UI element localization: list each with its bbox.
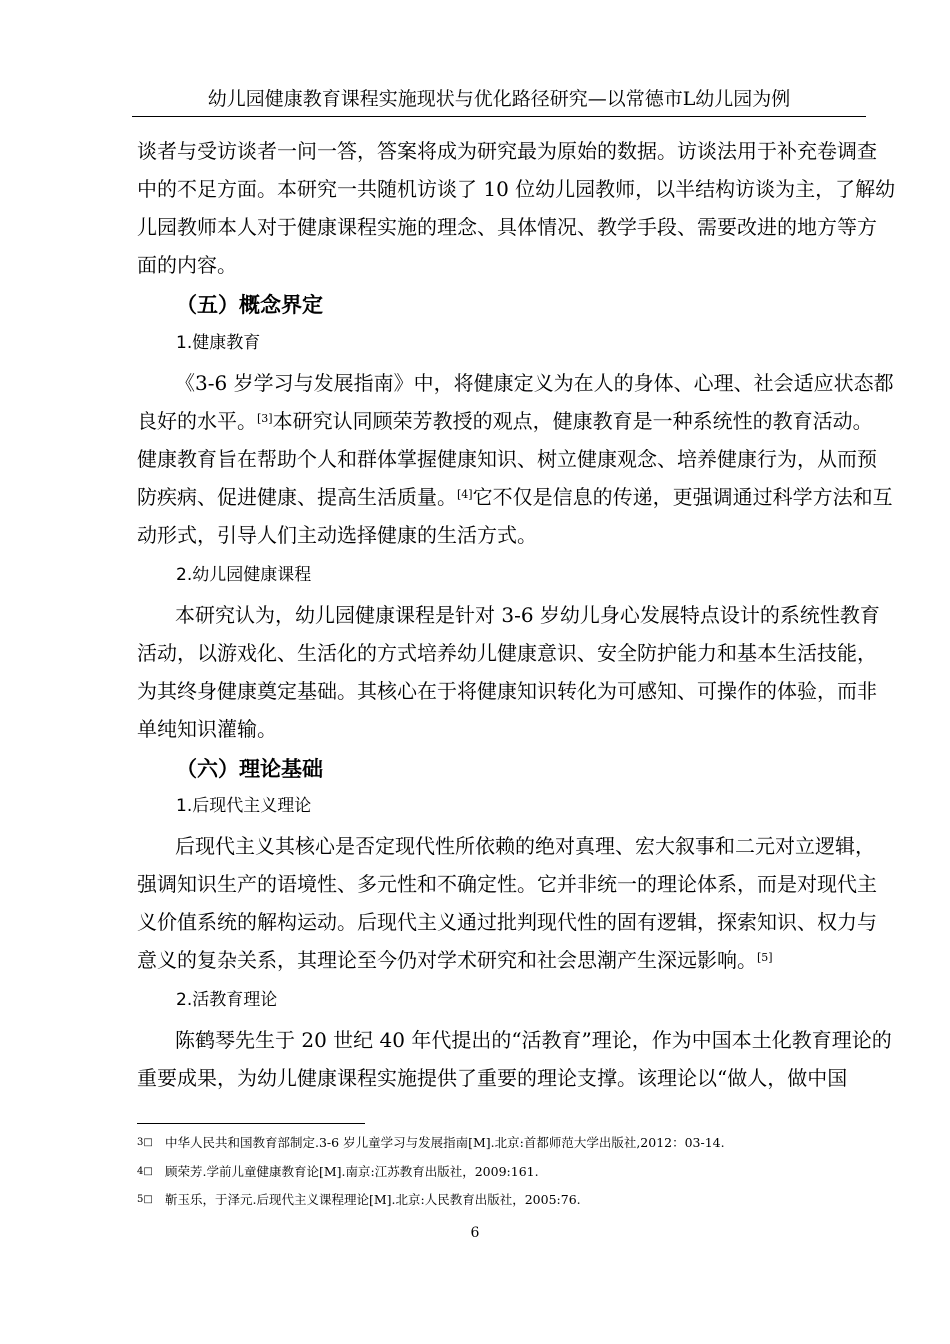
postmodernism-paragraph: [137, 827, 877, 979]
paragraph-line: 义价值系统的解构运动。后现代主义通过批判现代性的固有逻辑，探索知识、权力与: [137, 910, 877, 934]
paragraph-line: [137, 941, 860, 979]
footnote-text: 顾荣芳.学前儿童健康教育论[M].南京:江苏教育出版社，2009:161.: [165, 1164, 539, 1179]
paragraph-text: 防疾病、促进健康、提高生活质量。: [137, 485, 457, 509]
paragraph-line: 强调知识生产的语境性、多元性和不确定性。它并非统一的理论体系，而是对现代主: [137, 872, 877, 896]
paragraph-line: 本研究认为，幼儿园健康课程是针对 3-6 岁幼儿身心发展特点设计的系统性教育: [175, 603, 880, 627]
paragraph-line: 儿园教师本人对于健康课程实施的理念、具体情况、教学手段、需要改进的地方等方: [137, 215, 877, 239]
footnote-4: [137, 1163, 539, 1181]
paragraph-line: 《3-6 岁学习与发展指南》中，将健康定义为在人的身体、心理、社会适应状态都: [175, 371, 894, 395]
footnote-3: [137, 1134, 725, 1152]
paragraph-text: 本研究认同顾荣芳教授的观点，健康教育是一种系统性的教育活动。: [272, 409, 873, 433]
health-education-paragraph: [137, 364, 894, 554]
paragraph-line: 为其终身健康奠定基础。其核心在于将健康知识转化为可感知、可操作的体验，而非: [137, 679, 877, 703]
section-heading-5: （五）概念界定: [176, 293, 323, 317]
paragraph-line: 陈鹤琴先生于 20 世纪 40 年代提出的“活教育”理论，作为中国本土化教育理论的: [175, 1028, 892, 1052]
paragraph-line: 谈者与受访谈者一问一答，答案将成为研究最为原始的数据。访谈法用于补充卷调查: [137, 139, 877, 163]
paragraph-line: 动形式，引导人们主动选择健康的生活方式。: [137, 523, 537, 547]
footnote-divider: [137, 1123, 365, 1124]
footnote-mark: 4□: [137, 1166, 153, 1177]
kindergarten-course-paragraph: [137, 596, 880, 748]
footnote-mark: 3□: [137, 1137, 153, 1148]
subsection-heading-health-education: 1.健康教育: [176, 333, 261, 353]
subsection-heading-kindergarten-health-course: 2.幼儿园健康课程: [176, 565, 312, 585]
paragraph-line: 后现代主义其核心是否定现代性所依赖的绝对真理、宏大叙事和二元对立逻辑，: [175, 834, 875, 858]
footnote-mark: 5□: [137, 1194, 153, 1205]
paragraph-line: [137, 402, 873, 440]
citation-ref-5: [5]: [757, 951, 773, 964]
page-number: 6: [470, 1225, 480, 1241]
intro-paragraph: [137, 132, 896, 284]
citation-ref-4: [4]: [457, 488, 473, 501]
paragraph-line: 健康教育旨在帮助个人和群体掌握健康知识、树立健康观念、培养健康行为，从而预: [137, 447, 877, 471]
subsection-heading-living-education: 2.活教育理论: [176, 990, 278, 1010]
paragraph-line: [137, 478, 893, 516]
footnote-text: 中华人民共和国教育部制定.3-6 岁儿童学习与发展指南[M].北京:首都师范大学出版社,2012：03-14.: [165, 1135, 725, 1150]
paragraph-line: 单纯知识灌输。: [137, 717, 277, 741]
paragraph-line: 重要成果，为幼儿健康课程实施提供了重要的理论支撑。该理论以“做人，做中国: [137, 1066, 848, 1090]
footnote-text: 靳玉乐，于泽元.后现代主义课程理论[M].北京:人民教育出版社，2005:76.: [165, 1192, 581, 1207]
paragraph-text: 它不仅是信息的传递，更强调通过科学方法和互: [472, 485, 893, 509]
paragraph-text: 良好的水平。: [137, 409, 257, 433]
paragraph-text: 意义的复杂关系，其理论至今仍对学术研究和社会思潮产生深远影响。: [137, 948, 757, 972]
paragraph-line: 中的不足方面。本研究一共随机访谈了 10 位幼儿园教师，以半结构访谈为主，了解幼: [137, 177, 896, 201]
footnote-5: [137, 1191, 581, 1209]
paragraph-line: 活动，以游戏化、生活化的方式培养幼儿健康意识、安全防护能力和基本生活技能，: [137, 641, 877, 665]
citation-ref-3: [3]: [257, 412, 273, 425]
paragraph-line: 面的内容。: [137, 253, 237, 277]
header-divider: [132, 116, 866, 117]
subsection-heading-postmodernism: 1.后现代主义理论: [176, 796, 312, 816]
running-header: 幼儿园健康教育课程实施现状与优化路径研究—以常德市L幼儿园为例: [207, 88, 791, 110]
section-heading-6: （六）理论基础: [176, 757, 323, 781]
living-education-paragraph: [137, 1021, 892, 1097]
